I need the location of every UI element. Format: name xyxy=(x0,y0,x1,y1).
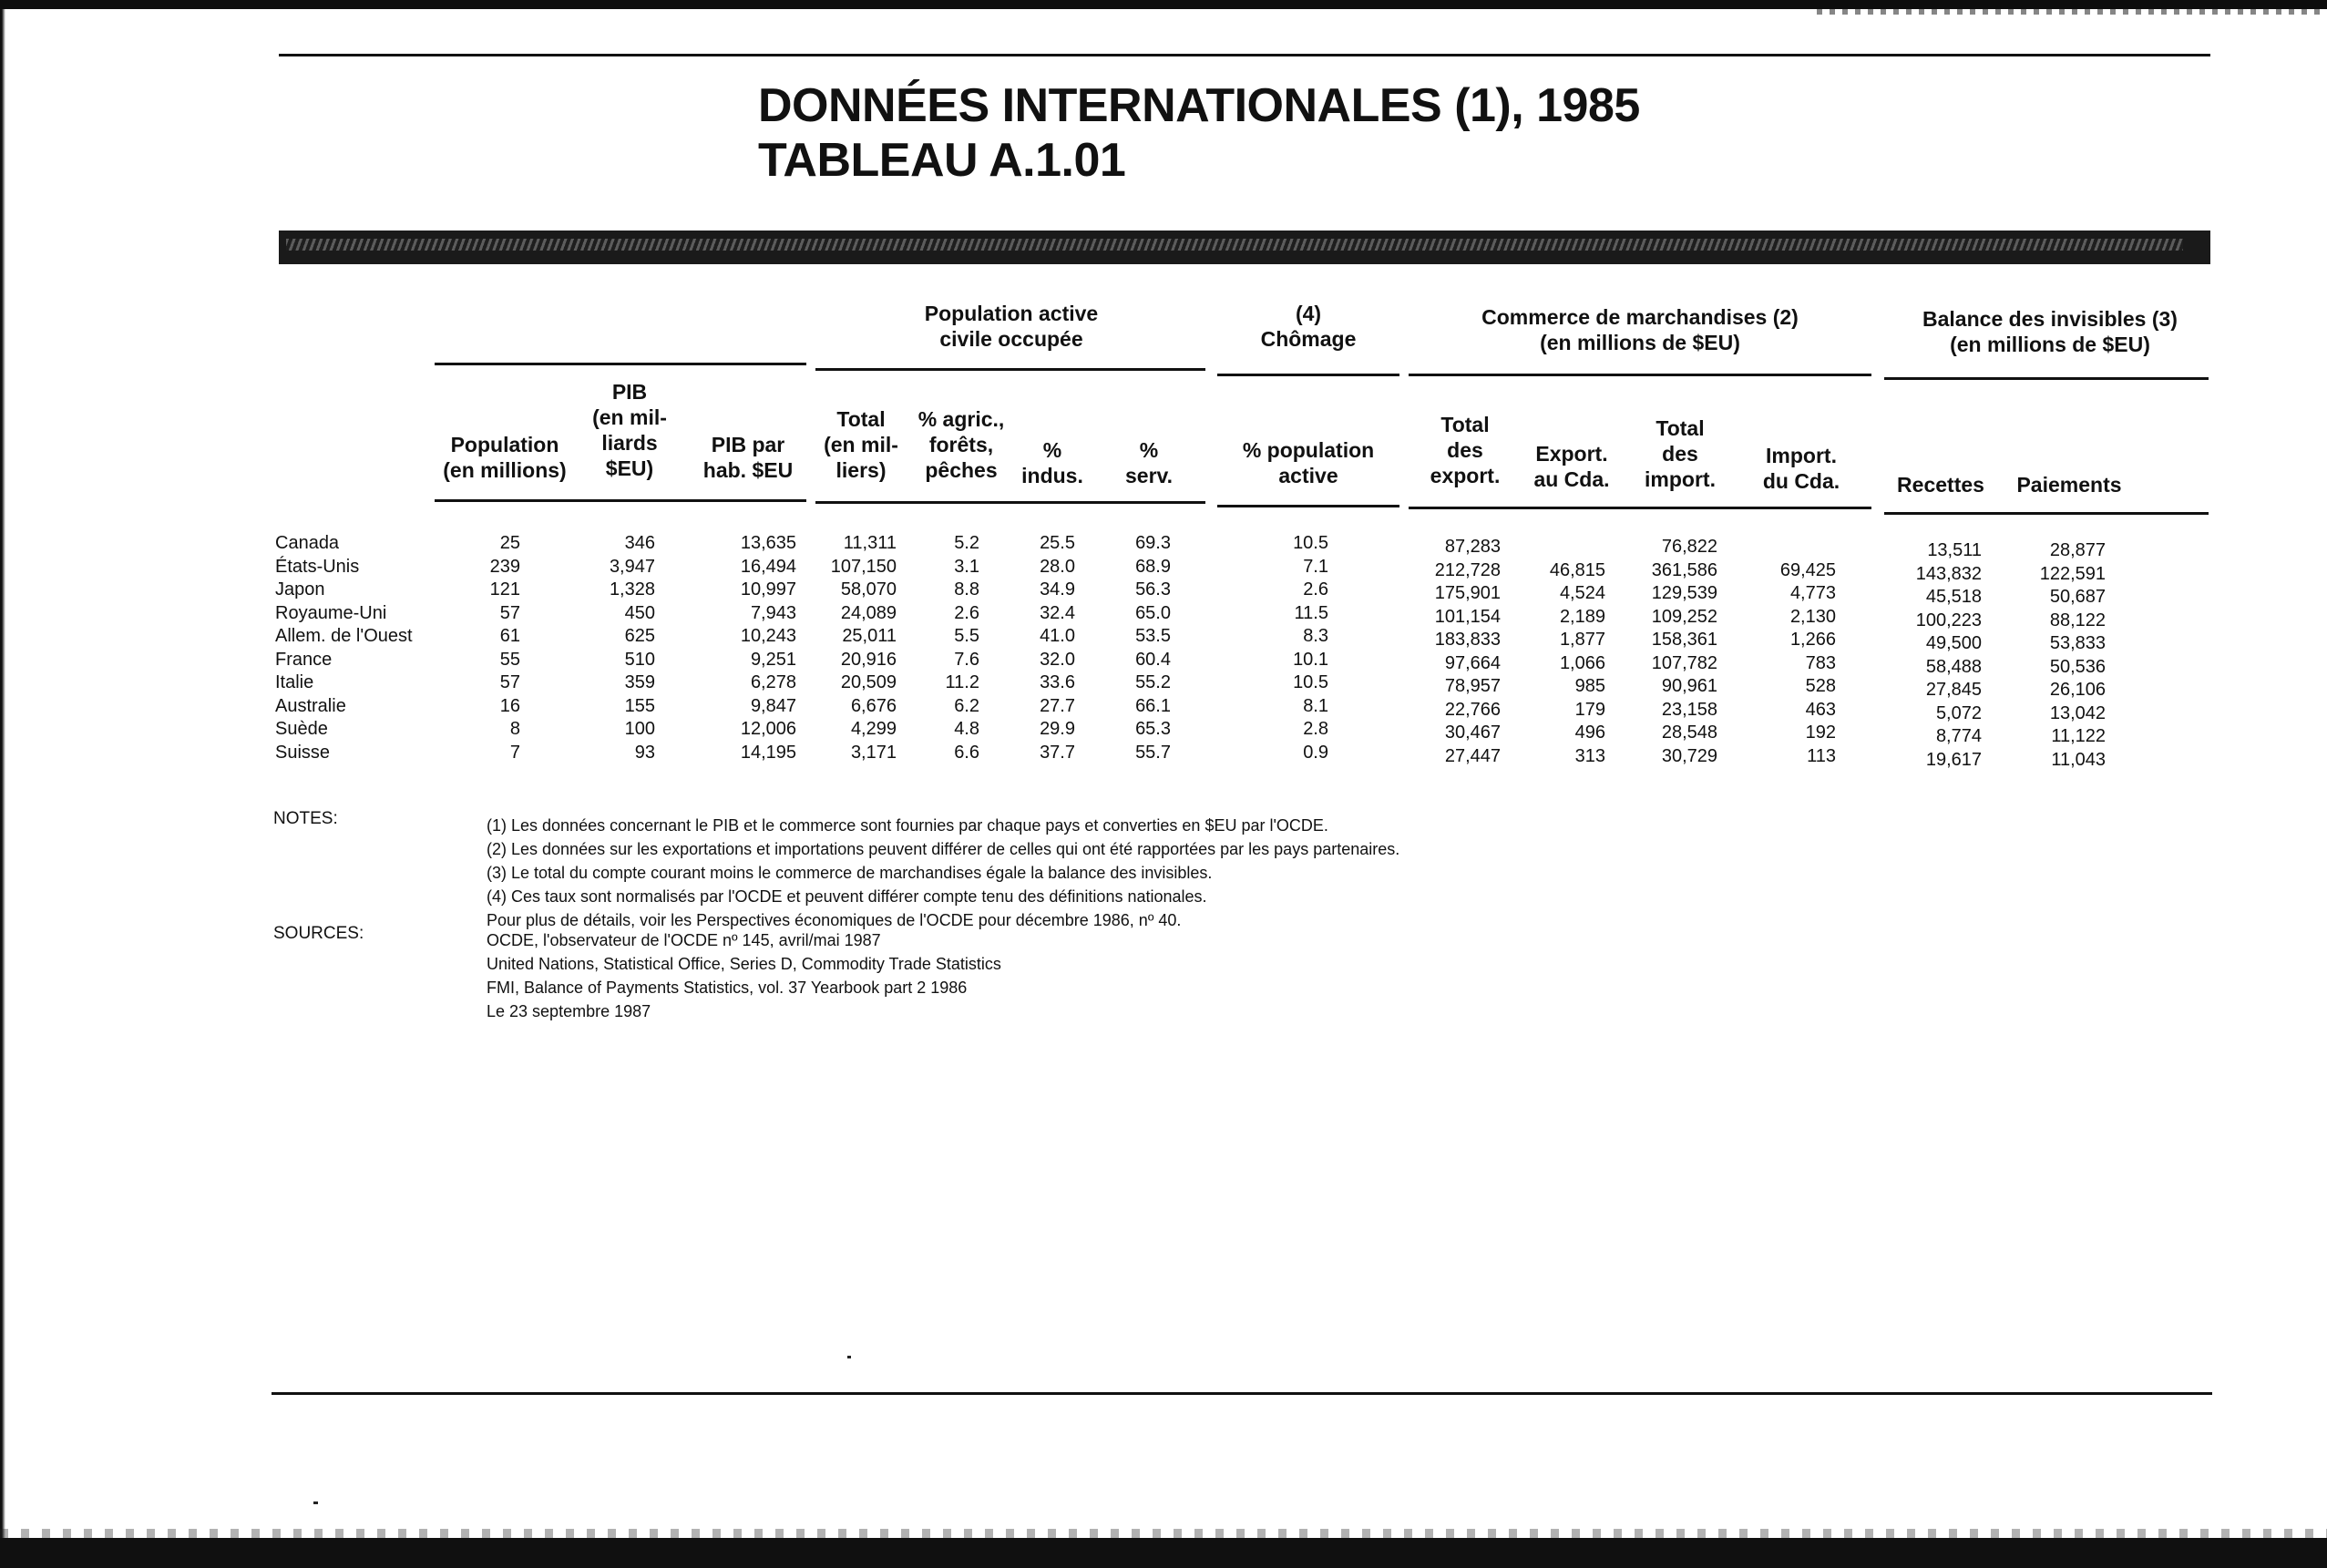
table-cell-recettes: 45,518 xyxy=(1925,587,1982,607)
table-cell-recettes: 19,617 xyxy=(1925,749,1982,770)
scan-edge-left xyxy=(0,0,5,1568)
group-rule-invisibles xyxy=(1884,377,2209,380)
title-line-1: DONNÉES INTERNATIONALES (1), 1985 xyxy=(758,79,1640,132)
row-label-country: Australie xyxy=(275,695,346,716)
group-header-population-active: Population active civile occupée xyxy=(924,302,1099,351)
table-cell-total_import: 129,539 xyxy=(1651,583,1717,603)
row-label-country: États-Unis xyxy=(275,556,360,577)
table-cell-pib: 510 xyxy=(624,649,655,670)
source-line: United Nations, Statistical Office, Series D, Commodity Trade Statistics xyxy=(487,955,1001,973)
table-cell-total_export: 30,467 xyxy=(1444,723,1501,743)
table-cell-pib_hab: 16,494 xyxy=(740,556,796,577)
table-cell-indus: 28.0 xyxy=(1040,556,1075,577)
table-cell-paiements: 28,877 xyxy=(2049,540,2106,560)
table-cell-import_cda: 528 xyxy=(1805,676,1836,696)
table-cell-recettes: 58,488 xyxy=(1925,656,1982,677)
note-line: Pour plus de détails, voir les Perspectives économiques de l'OCDE pour décembre 1986, nº 40. xyxy=(487,911,1182,929)
table-cell-population: 57 xyxy=(499,672,520,692)
table-cell-paiements: 50,687 xyxy=(2049,587,2106,607)
table-cell-population: 239 xyxy=(489,556,520,577)
table-cell-serv: 55.2 xyxy=(1135,672,1171,692)
table-cell-agric: 5.5 xyxy=(954,626,979,646)
table-cell-paiements: 11,122 xyxy=(2051,726,2106,746)
table-cell-import_cda: 783 xyxy=(1805,652,1836,673)
group-header-commerce: Commerce de marchandises (2) (en millions de $EU) xyxy=(1481,305,1799,354)
table-cell-pib_hab: 13,635 xyxy=(740,533,796,553)
table-cell-agric: 2.6 xyxy=(954,602,979,623)
row-label-country: Royaume-Uni xyxy=(275,602,387,623)
table-cell-export_cda: 1,877 xyxy=(1559,630,1605,650)
table-cell-chomage: 10.1 xyxy=(1293,649,1328,670)
scan-edge-bottom xyxy=(0,1538,2327,1568)
table-cell-export_cda: 985 xyxy=(1574,676,1605,696)
table-cell-total_actifs: 3,171 xyxy=(850,742,897,763)
table-cell-import_cda: 69,425 xyxy=(1779,559,1836,580)
table-cell-import_cda: 1,266 xyxy=(1789,630,1836,650)
table-cell-paiements: 122,591 xyxy=(2039,563,2106,584)
table-cell-paiements: 53,833 xyxy=(2049,633,2106,653)
col-header-indus: % indus. xyxy=(1021,438,1083,487)
row-label-country: Japon xyxy=(275,579,325,600)
table-cell-pib_hab: 14,195 xyxy=(740,742,796,763)
table-cell-population: 25 xyxy=(499,533,520,553)
source-line: Le 23 septembre 1987 xyxy=(487,1002,651,1020)
col-header-recettes: Recettes xyxy=(1897,473,1984,497)
table-cell-serv: 55.7 xyxy=(1135,742,1171,763)
table-cell-indus: 32.4 xyxy=(1040,602,1075,623)
group-rule-general xyxy=(435,363,806,365)
table-cell-recettes: 5,072 xyxy=(1935,702,1982,723)
table-cell-total_import: 361,586 xyxy=(1651,559,1717,580)
table-cell-pib_hab: 9,251 xyxy=(750,649,796,670)
table-cell-total_import: 23,158 xyxy=(1661,699,1717,720)
group-rule-commerce xyxy=(1409,374,1871,376)
table-cell-pib_hab: 10,243 xyxy=(740,626,796,646)
table-cell-import_cda: 113 xyxy=(1807,745,1836,766)
col-header-agric: % agric., forêts, pêches xyxy=(917,407,1005,482)
table-cell-pib: 3,947 xyxy=(609,556,655,577)
group-rule-chomage xyxy=(1217,374,1399,376)
table-cell-paiements: 11,043 xyxy=(2051,749,2106,770)
table-cell-total_export: 212,728 xyxy=(1434,559,1501,580)
table-cell-population: 57 xyxy=(499,602,520,623)
table-cell-total_actifs: 58,070 xyxy=(840,579,897,600)
table-cell-total_actifs: 20,509 xyxy=(840,672,897,692)
table-cell-paiements: 26,106 xyxy=(2049,680,2106,700)
table-cell-agric: 11.2 xyxy=(945,672,979,692)
table-cell-total_import: 107,782 xyxy=(1651,652,1717,673)
table-cell-total_export: 87,283 xyxy=(1444,537,1501,557)
group-header-invisibles: Balance des invisibles (3) (en millions de $EU) xyxy=(1922,307,2178,356)
table-cell-serv: 65.0 xyxy=(1135,602,1171,623)
table-cell-population: 55 xyxy=(499,649,520,670)
title-line-2: TABLEAU A.1.01 xyxy=(758,134,1126,187)
table-cell-total_export: 27,447 xyxy=(1444,745,1501,766)
col-header-total-import: Total des import. xyxy=(1645,416,1716,491)
table-cell-total_actifs: 20,916 xyxy=(840,649,897,670)
col-header-total-export: Total des export. xyxy=(1430,413,1501,487)
table-cell-pib: 155 xyxy=(624,695,655,716)
table-cell-paiements: 88,122 xyxy=(2049,610,2106,630)
table-cell-serv: 66.1 xyxy=(1135,695,1171,716)
table-cell-chomage: 7.1 xyxy=(1303,556,1328,577)
table-cell-serv: 68.9 xyxy=(1135,556,1171,577)
table-cell-total_export: 78,957 xyxy=(1444,676,1501,696)
col-header-serv: % serv. xyxy=(1124,438,1173,487)
table-cell-recettes: 49,500 xyxy=(1925,633,1982,653)
table-cell-import_cda: 4,773 xyxy=(1789,583,1836,603)
table-cell-chomage: 0.9 xyxy=(1303,742,1328,763)
table-cell-pib_hab: 6,278 xyxy=(750,672,796,692)
table-cell-total_actifs: 11,311 xyxy=(843,533,897,553)
col-header-pib: PIB (en mil- liards $EU) xyxy=(592,380,667,480)
table-cell-population: 7 xyxy=(509,742,520,763)
table-cell-chomage: 8.3 xyxy=(1303,626,1328,646)
table-cell-total_export: 22,766 xyxy=(1444,699,1501,720)
col-header-export-cda: Export. au Cda. xyxy=(1533,442,1610,491)
table-cell-serv: 56.3 xyxy=(1135,579,1171,600)
table-cell-import_cda: 463 xyxy=(1805,699,1836,720)
col-header-population: Population (en millions) xyxy=(443,433,567,482)
table-cell-export_cda: 313 xyxy=(1574,745,1605,766)
table-cell-pib: 1,328 xyxy=(609,579,655,600)
source-line: OCDE, l'observateur de l'OCDE nº 145, avril/mai 1987 xyxy=(487,931,881,949)
table-cell-pib: 450 xyxy=(624,602,655,623)
table-cell-export_cda: 179 xyxy=(1574,699,1605,720)
table-cell-import_cda: 192 xyxy=(1805,723,1836,743)
row-label-country: Suisse xyxy=(275,742,331,763)
table-cell-total_actifs: 6,676 xyxy=(850,695,897,716)
top-rule xyxy=(279,54,2210,56)
table-cell-indus: 29.9 xyxy=(1040,719,1075,739)
header-band xyxy=(279,231,2210,264)
table-cell-total_actifs: 25,011 xyxy=(842,626,897,646)
column-rule-invisibles xyxy=(1884,512,2209,515)
row-label-country: France xyxy=(275,649,333,670)
table-cell-indus: 32.0 xyxy=(1040,649,1075,670)
col-header-chomage: % population active xyxy=(1242,438,1375,487)
table-cell-indus: 25.5 xyxy=(1040,533,1075,553)
table-cell-total_export: 183,833 xyxy=(1434,630,1501,650)
scan-speck xyxy=(313,1501,318,1504)
table-cell-total_import: 30,729 xyxy=(1661,745,1717,766)
table-cell-chomage: 10.5 xyxy=(1293,672,1328,692)
column-rule-population-active xyxy=(815,501,1205,504)
col-header-pib-par-hab: PIB par hab. $EU xyxy=(702,433,794,482)
table-cell-recettes: 143,832 xyxy=(1915,563,1982,584)
table-cell-export_cda: 496 xyxy=(1574,723,1605,743)
table-cell-pib: 100 xyxy=(624,719,655,739)
table-cell-export_cda: 1,066 xyxy=(1559,652,1605,673)
row-label-country: Allem. de l'Ouest xyxy=(275,626,413,646)
col-header-import-cda: Import. du Cda. xyxy=(1762,444,1840,493)
table-cell-recettes: 100,223 xyxy=(1915,610,1982,630)
table-cell-pib_hab: 7,943 xyxy=(750,602,796,623)
notes-label: NOTES: xyxy=(273,809,338,828)
table-cell-pib: 359 xyxy=(624,672,655,692)
note-line: (3) Le total du compte courant moins le commerce de marchandises égale la balance des invisibles. xyxy=(487,864,1213,882)
note-line: (4) Ces taux sont normalisés par l'OCDE et peuvent différer compte tenu des définitions nationales. xyxy=(487,887,1207,906)
row-label-country: Canada xyxy=(275,533,340,553)
table-cell-agric: 3.1 xyxy=(954,556,979,577)
scan-speck xyxy=(847,1356,851,1358)
table-cell-agric: 6.2 xyxy=(954,695,979,716)
table-cell-pib: 346 xyxy=(624,533,655,553)
table-cell-total_import: 90,961 xyxy=(1661,676,1717,696)
table-cell-chomage: 2.8 xyxy=(1303,719,1328,739)
table-cell-agric: 6.6 xyxy=(954,742,979,763)
table-cell-agric: 7.6 xyxy=(954,649,979,670)
page-title xyxy=(758,78,1640,188)
table-cell-import_cda: 2,130 xyxy=(1789,606,1836,627)
table-cell-total_export: 101,154 xyxy=(1434,606,1501,627)
table-cell-pib_hab: 12,006 xyxy=(740,719,796,739)
col-header-total-actifs: Total (en mil- liers) xyxy=(824,407,898,482)
table-cell-total_actifs: 24,089 xyxy=(840,602,897,623)
col-header-paiements: Paiements xyxy=(2016,473,2122,497)
table-cell-export_cda: 2,189 xyxy=(1559,606,1605,627)
table-cell-serv: 60.4 xyxy=(1135,649,1171,670)
table-cell-total_import: 109,252 xyxy=(1651,606,1717,627)
table-cell-recettes: 13,511 xyxy=(1927,540,1982,560)
table-cell-agric: 5.2 xyxy=(954,533,979,553)
table-cell-export_cda: 4,524 xyxy=(1559,583,1605,603)
scan-edge-top xyxy=(0,0,2327,9)
table-cell-pib: 625 xyxy=(624,626,655,646)
column-rule-chomage xyxy=(1217,505,1399,507)
table-cell-total_actifs: 107,150 xyxy=(830,556,897,577)
row-label-country: Suède xyxy=(275,719,328,739)
table-cell-chomage: 2.6 xyxy=(1303,579,1328,600)
table-cell-agric: 8.8 xyxy=(954,579,979,600)
table-cell-serv: 53.5 xyxy=(1135,626,1171,646)
table-cell-indus: 37.7 xyxy=(1040,742,1075,763)
table-cell-serv: 65.3 xyxy=(1135,719,1171,739)
note-line: (2) Les données sur les exportations et importations peuvent différer de celles qui ont été rapportées par les pays partenaires. xyxy=(487,840,1400,858)
table-cell-population: 121 xyxy=(489,579,520,600)
bottom-rule xyxy=(272,1392,2212,1395)
table-cell-paiements: 13,042 xyxy=(2049,702,2106,723)
table-cell-pib: 93 xyxy=(634,742,655,763)
table-cell-total_actifs: 4,299 xyxy=(850,719,897,739)
table-cell-export_cda: 46,815 xyxy=(1549,559,1605,580)
table-cell-total_import: 158,361 xyxy=(1651,630,1717,650)
table-cell-pib_hab: 9,847 xyxy=(750,695,796,716)
table-cell-population: 8 xyxy=(509,719,520,739)
table-cell-pib_hab: 10,997 xyxy=(740,579,796,600)
table-cell-total_export: 97,664 xyxy=(1444,652,1501,673)
table-cell-population: 16 xyxy=(499,695,520,716)
table-cell-recettes: 27,845 xyxy=(1925,680,1982,700)
table-cell-chomage: 10.5 xyxy=(1293,533,1328,553)
row-label-country: Italie xyxy=(275,672,314,692)
table-cell-total_import: 76,822 xyxy=(1661,537,1717,557)
sources-label: SOURCES: xyxy=(273,924,364,943)
source-line: FMI, Balance of Payments Statistics, vol. 37 Yearbook part 2 1986 xyxy=(487,979,968,997)
group-header-chomage: (4) Chômage xyxy=(1260,302,1357,351)
note-line: (1) Les données concernant le PIB et le commerce sont fournies par chaque pays et converties en $EU par l'OCDE. xyxy=(487,816,1328,835)
column-rule-commerce xyxy=(1409,507,1871,509)
group-rule-population-active xyxy=(815,368,1205,371)
table-cell-chomage: 8.1 xyxy=(1303,695,1328,716)
table-cell-indus: 33.6 xyxy=(1040,672,1075,692)
table-cell-indus: 41.0 xyxy=(1040,626,1075,646)
table-cell-paiements: 50,536 xyxy=(2049,656,2106,677)
table-cell-population: 61 xyxy=(499,626,520,646)
table-cell-serv: 69.3 xyxy=(1135,533,1171,553)
table-cell-indus: 27.7 xyxy=(1040,695,1075,716)
table-cell-indus: 34.9 xyxy=(1040,579,1075,600)
column-rule-general xyxy=(435,499,806,502)
table-cell-total_import: 28,548 xyxy=(1661,723,1717,743)
table-cell-recettes: 8,774 xyxy=(1935,726,1982,746)
table-cell-total_export: 175,901 xyxy=(1434,583,1501,603)
table-cell-chomage: 11.5 xyxy=(1294,602,1328,623)
table-cell-agric: 4.8 xyxy=(954,719,979,739)
